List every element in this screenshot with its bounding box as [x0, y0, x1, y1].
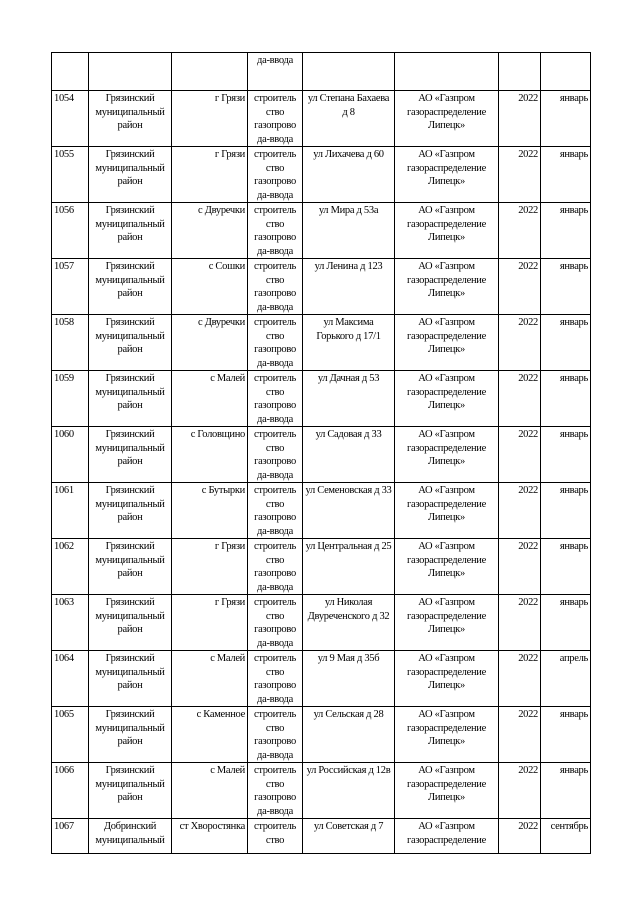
year-cell: 2022	[499, 819, 541, 854]
settlement-cell: с Малей	[172, 763, 248, 819]
work-type-cell: да-ввода	[248, 53, 303, 91]
table-row	[52, 763, 591, 819]
row-number-cell: 1059	[52, 371, 89, 427]
work-type-cell: строитель ство газопрово да-ввода	[248, 763, 303, 819]
row-number-cell: 1062	[52, 539, 89, 595]
month-cell: январь	[541, 203, 591, 259]
table-row	[52, 819, 591, 854]
address-cell: ул Мира д 53а	[303, 203, 395, 259]
work-type-cell: строитель ство газопрово да-ввода	[248, 147, 303, 203]
work-type-cell: строитель ство газопрово да-ввода	[248, 483, 303, 539]
address-cell: ул Российская д 12в	[303, 763, 395, 819]
work-type-cell: строитель ство газопрово да-ввода	[248, 707, 303, 763]
address-cell: ул Дачная д 53	[303, 371, 395, 427]
work-type-cell: строитель ство газопрово да-ввода	[248, 371, 303, 427]
row-number-cell: 1067	[52, 819, 89, 854]
table-row	[52, 259, 591, 315]
organization-cell: АО «Газпром газораспределение Липецк»	[395, 539, 499, 595]
work-type-cell: строитель ство газопрово да-ввода	[248, 203, 303, 259]
year-cell: 2022	[499, 427, 541, 483]
table-row	[52, 203, 591, 259]
month-cell: январь	[541, 595, 591, 651]
district-cell: Добринский муниципальный	[89, 819, 172, 854]
district-cell: Грязинский муниципальный район	[89, 707, 172, 763]
organization-cell: АО «Газпром газораспределение	[395, 819, 499, 854]
month-cell: январь	[541, 259, 591, 315]
table-row	[52, 147, 591, 203]
table-row	[52, 707, 591, 763]
settlement-cell: с Малей	[172, 651, 248, 707]
year-cell: 2022	[499, 763, 541, 819]
settlement-cell: с Головщино	[172, 427, 248, 483]
address-cell: ул Советская д 7	[303, 819, 395, 854]
month-cell: январь	[541, 315, 591, 371]
work-type-cell: строитель ство	[248, 819, 303, 854]
row-number-cell: 1058	[52, 315, 89, 371]
settlement-cell: г Грязи	[172, 91, 248, 147]
table-row	[52, 371, 591, 427]
year-cell	[499, 53, 541, 91]
work-type-cell: строитель ство газопрово да-ввода	[248, 91, 303, 147]
settlement-cell: с Сошки	[172, 259, 248, 315]
settlement-cell: г Грязи	[172, 595, 248, 651]
row-number-cell: 1055	[52, 147, 89, 203]
organization-cell: АО «Газпром газораспределение Липецк»	[395, 427, 499, 483]
settlement-cell: ст Хворостянка	[172, 819, 248, 854]
year-cell: 2022	[499, 203, 541, 259]
year-cell: 2022	[499, 315, 541, 371]
address-cell: ул Семеновская д 33	[303, 483, 395, 539]
district-cell	[89, 53, 172, 91]
row-number-cell: 1054	[52, 91, 89, 147]
month-cell: январь	[541, 539, 591, 595]
row-number-cell: 1060	[52, 427, 89, 483]
row-number-cell: 1064	[52, 651, 89, 707]
district-cell: Грязинский муниципальный район	[89, 651, 172, 707]
month-cell: апрель	[541, 651, 591, 707]
address-cell: ул 9 Мая д 35б	[303, 651, 395, 707]
settlement-cell: с Двуречки	[172, 203, 248, 259]
address-cell: ул Сельская д 28	[303, 707, 395, 763]
table-row	[52, 53, 591, 91]
row-number-cell: 1057	[52, 259, 89, 315]
work-type-cell: строитель ство газопрово да-ввода	[248, 259, 303, 315]
district-cell: Грязинский муниципальный район	[89, 595, 172, 651]
row-number-cell: 1065	[52, 707, 89, 763]
address-cell: ул Степана Бахаева д 8	[303, 91, 395, 147]
table-row	[52, 427, 591, 483]
year-cell: 2022	[499, 371, 541, 427]
year-cell: 2022	[499, 91, 541, 147]
table-row	[52, 651, 591, 707]
organization-cell: АО «Газпром газораспределение Липецк»	[395, 203, 499, 259]
organization-cell: АО «Газпром газораспределение Липецк»	[395, 91, 499, 147]
month-cell: январь	[541, 707, 591, 763]
row-number-cell: 1063	[52, 595, 89, 651]
organization-cell: АО «Газпром газораспределение Липецк»	[395, 595, 499, 651]
organization-cell: АО «Газпром газораспределение Липецк»	[395, 483, 499, 539]
work-type-cell: строитель ство газопрово да-ввода	[248, 315, 303, 371]
table-row	[52, 315, 591, 371]
organization-cell: АО «Газпром газораспределение Липецк»	[395, 651, 499, 707]
row-number-cell	[52, 53, 89, 91]
table-row	[52, 483, 591, 539]
settlement-cell: с Малей	[172, 371, 248, 427]
organization-cell: АО «Газпром газораспределение Липецк»	[395, 371, 499, 427]
address-cell: ул Ленина д 123	[303, 259, 395, 315]
district-cell: Грязинский муниципальный район	[89, 763, 172, 819]
address-cell	[303, 53, 395, 91]
settlement-cell: г Грязи	[172, 147, 248, 203]
row-number-cell: 1061	[52, 483, 89, 539]
district-cell: Грязинский муниципальный район	[89, 539, 172, 595]
work-type-cell: строитель ство газопрово да-ввода	[248, 595, 303, 651]
month-cell: январь	[541, 427, 591, 483]
organization-cell: АО «Газпром газораспределение Липецк»	[395, 763, 499, 819]
settlement-cell: с Двуречки	[172, 315, 248, 371]
organization-cell: АО «Газпром газораспределение Липецк»	[395, 315, 499, 371]
address-cell: ул Центральная д 25	[303, 539, 395, 595]
month-cell: январь	[541, 147, 591, 203]
address-cell: ул Лихачева д 60	[303, 147, 395, 203]
year-cell: 2022	[499, 651, 541, 707]
district-cell: Грязинский муниципальный район	[89, 203, 172, 259]
gas-connection-table	[51, 52, 591, 854]
district-cell: Грязинский муниципальный район	[89, 371, 172, 427]
table-body	[52, 53, 591, 854]
work-type-cell: строитель ство газопрово да-ввода	[248, 651, 303, 707]
year-cell: 2022	[499, 259, 541, 315]
year-cell: 2022	[499, 483, 541, 539]
organization-cell: АО «Газпром газораспределение Липецк»	[395, 707, 499, 763]
address-cell: ул Максима Горького д 17/1	[303, 315, 395, 371]
row-number-cell: 1066	[52, 763, 89, 819]
row-number-cell: 1056	[52, 203, 89, 259]
year-cell: 2022	[499, 595, 541, 651]
year-cell: 2022	[499, 539, 541, 595]
organization-cell: АО «Газпром газораспределение Липецк»	[395, 259, 499, 315]
district-cell: Грязинский муниципальный район	[89, 483, 172, 539]
settlement-cell: с Бутырки	[172, 483, 248, 539]
table-row	[52, 539, 591, 595]
month-cell: январь	[541, 763, 591, 819]
district-cell: Грязинский муниципальный район	[89, 147, 172, 203]
address-cell: ул Садовая д 33	[303, 427, 395, 483]
settlement-cell: с Каменное	[172, 707, 248, 763]
organization-cell: АО «Газпром газораспределение Липецк»	[395, 147, 499, 203]
year-cell: 2022	[499, 707, 541, 763]
address-cell: ул Николая Двуреченского д 32	[303, 595, 395, 651]
district-cell: Грязинский муниципальный район	[89, 315, 172, 371]
month-cell: сентябрь	[541, 819, 591, 854]
work-type-cell: строитель ство газопрово да-ввода	[248, 427, 303, 483]
organization-cell	[395, 53, 499, 91]
year-cell: 2022	[499, 147, 541, 203]
month-cell: январь	[541, 483, 591, 539]
table-row	[52, 595, 591, 651]
month-cell	[541, 53, 591, 91]
settlement-cell	[172, 53, 248, 91]
settlement-cell: г Грязи	[172, 539, 248, 595]
district-cell: Грязинский муниципальный район	[89, 259, 172, 315]
district-cell: Грязинский муниципальный район	[89, 91, 172, 147]
month-cell: январь	[541, 371, 591, 427]
table-row	[52, 91, 591, 147]
district-cell: Грязинский муниципальный район	[89, 427, 172, 483]
work-type-cell: строитель ство газопрово да-ввода	[248, 539, 303, 595]
month-cell: январь	[541, 91, 591, 147]
